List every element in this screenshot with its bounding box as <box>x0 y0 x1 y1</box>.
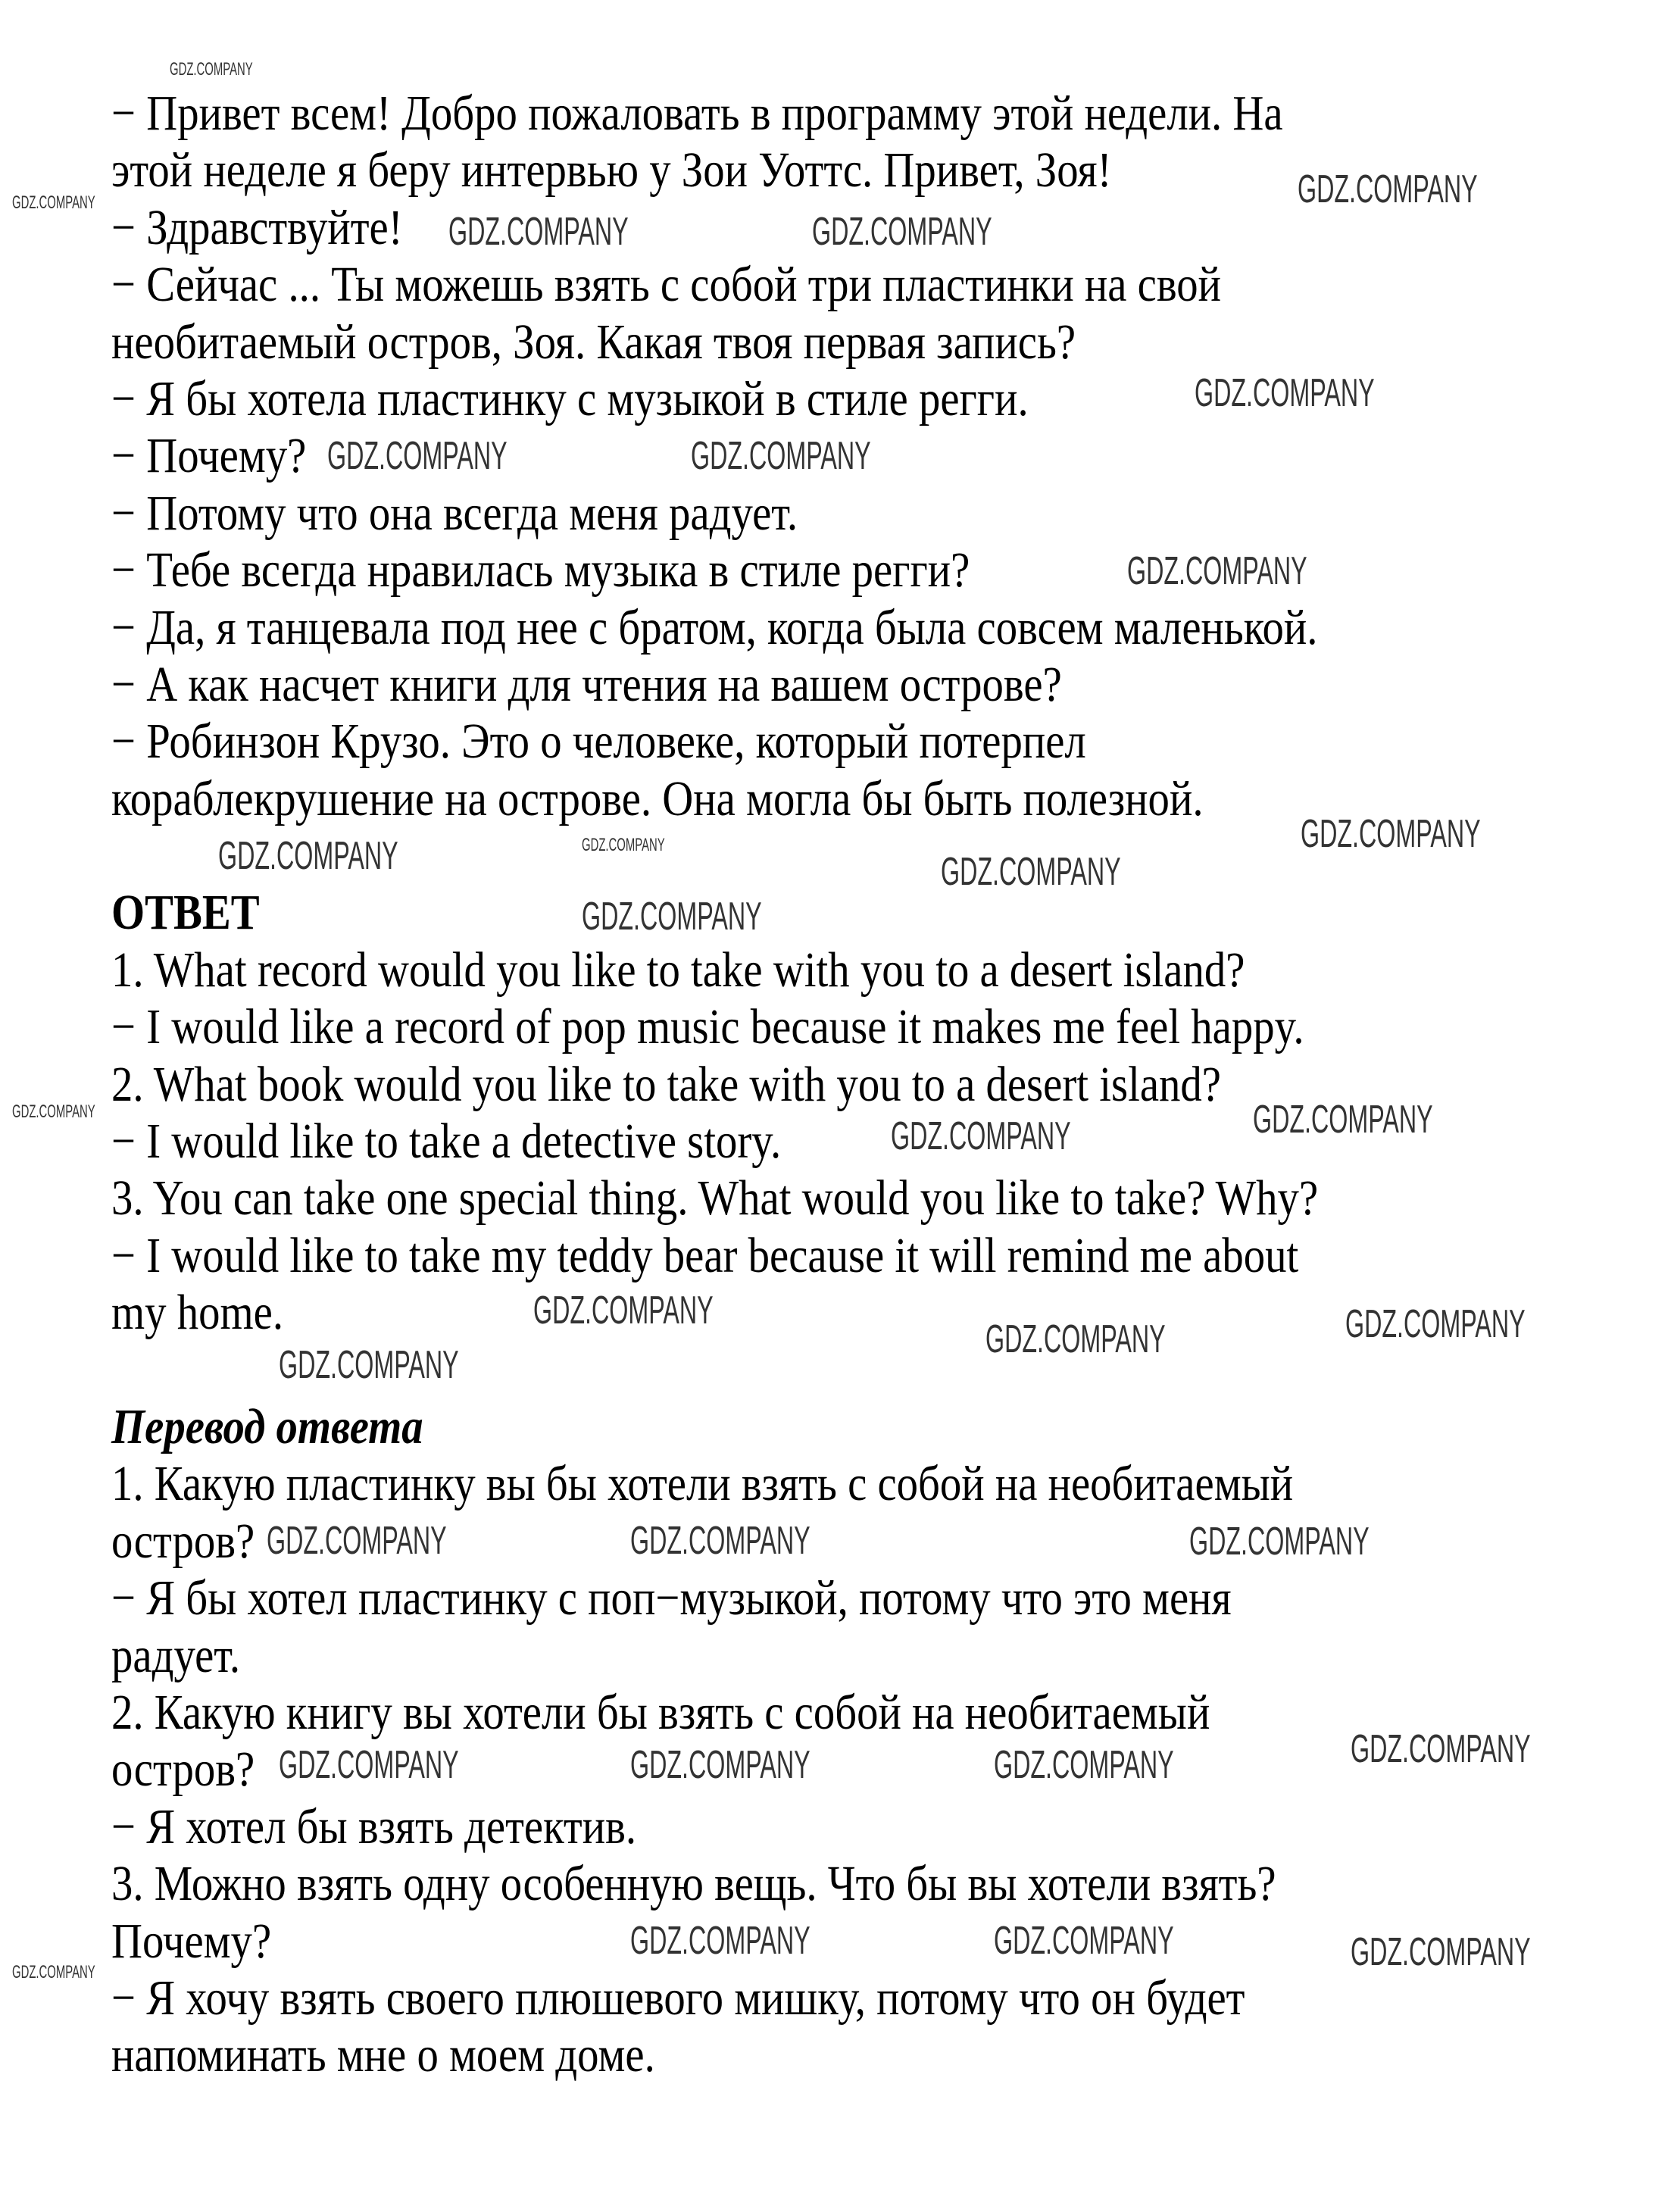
translation-heading-row <box>111 1398 1414 1455</box>
watermark: GDZ.COMPANY <box>1253 1098 1433 1142</box>
text-line-content: − Почему? <box>111 428 307 484</box>
text-line <box>111 942 1414 998</box>
text-line-content: 3. Можно взять одну особенную вещь. Что бы вы хотели взять? <box>111 1856 1276 1912</box>
watermark: GDZ.COMPANY <box>170 59 253 80</box>
text-line <box>111 770 1414 827</box>
text-line-content: − Здравствуйте! <box>111 199 403 255</box>
text-line <box>111 1227 1414 1284</box>
text-line <box>111 1056 1414 1113</box>
text-line-content: − Я бы хотел пластинку с поп−музыкой, потому что это меня <box>111 1570 1232 1626</box>
watermark: GDZ.COMPANY <box>267 1519 447 1563</box>
watermark: GDZ.COMPANY <box>812 210 992 254</box>
watermark: GDZ.COMPANY <box>582 835 665 855</box>
watermark: GDZ.COMPANY <box>941 849 1122 894</box>
text-line <box>111 1170 1414 1226</box>
text-line-content: остров? <box>111 1742 255 1798</box>
text-line <box>111 199 1414 256</box>
text-line <box>111 2026 1414 2083</box>
text-line <box>111 1684 1414 1741</box>
watermark: GDZ.COMPANY <box>985 1317 1166 1362</box>
watermark: GDZ.COMPANY <box>1127 549 1307 593</box>
text-line-content: − Я хочу взять своего плюшевого мишку, потому что он будет <box>111 1970 1245 2026</box>
text-line <box>111 256 1414 313</box>
answer-heading: ОТВЕТ <box>111 885 260 941</box>
watermark: GDZ.COMPANY <box>582 895 762 939</box>
watermark: GDZ.COMPANY <box>1188 1519 1370 1564</box>
text-line <box>111 1455 1414 1512</box>
text-line-content: 3. You can take one special thing. What would you like to take? Why? <box>111 1170 1319 1226</box>
text-line-content: − Тебе всегда нравилась музыка в стиле регги? <box>111 542 970 598</box>
watermark: GDZ.COMPANY <box>12 1962 95 1982</box>
watermark: GDZ.COMPANY <box>12 1101 95 1122</box>
text-line-content: − А как насчет книги для чтения на вашем острове? <box>111 656 1062 712</box>
text-line <box>111 713 1414 770</box>
watermark: GDZ.COMPANY <box>691 434 871 478</box>
watermark: GDZ.COMPANY <box>327 434 508 478</box>
text-line-content: Почему? <box>111 1913 272 1969</box>
watermark: GDZ.COMPANY <box>1350 1726 1531 1771</box>
text-line <box>111 1627 1414 1684</box>
watermark: GDZ.COMPANY <box>1345 1302 1526 1347</box>
text-line-content: этой неделе я беру интервью у Зои Уоттс. Привет, Зоя! <box>111 142 1112 198</box>
text-line-content: радует. <box>111 1627 241 1683</box>
watermark: GDZ.COMPANY <box>630 1519 811 1563</box>
watermark: GDZ.COMPANY <box>891 1114 1071 1159</box>
text-line-content: остров? <box>111 1513 255 1569</box>
text-line <box>111 85 1414 142</box>
text-line-content: 2. Какую книгу вы хотели бы взять с собой на необитаемый <box>111 1684 1210 1740</box>
watermark: GDZ.COMPANY <box>279 1743 459 1787</box>
text-line-content: − Да, я танцевала под нее с братом, когда была совсем маленькой. <box>111 599 1318 655</box>
watermark: GDZ.COMPANY <box>448 210 629 254</box>
text-line <box>111 1284 1414 1341</box>
text-line-content: кораблекрушение на острове. Она могла бы быть полезной. <box>111 770 1204 826</box>
text-line-content: − Привет всем! Добро пожаловать в программу этой недели. На <box>111 86 1283 141</box>
text-line <box>111 998 1414 1055</box>
watermark: GDZ.COMPANY <box>630 1743 811 1787</box>
text-line-content: необитаемый остров, Зоя. Какая твоя первая запись? <box>111 314 1076 370</box>
watermark: GDZ.COMPANY <box>1300 812 1481 857</box>
text-line-content: − I would like a record of pop music because it makes me feel happy. <box>111 999 1304 1055</box>
watermark: GDZ.COMPANY <box>1298 167 1478 212</box>
watermark: GDZ.COMPANY <box>1350 1930 1531 1975</box>
watermark: GDZ.COMPANY <box>533 1289 714 1333</box>
watermark: GDZ.COMPANY <box>279 1343 459 1387</box>
text-line <box>111 656 1414 713</box>
text-line <box>111 599 1414 656</box>
watermark: GDZ.COMPANY <box>994 1919 1174 1963</box>
text-line <box>111 1798 1414 1855</box>
text-line-content: 2. What book would you like to take with you to a desert island? <box>111 1056 1221 1112</box>
text-line-content: напоминать мне о моем доме. <box>111 2027 655 2083</box>
text-line-content: 1. What record would you like to take with you to a desert island? <box>111 942 1245 998</box>
text-line-content: − Потому что она всегда меня радует. <box>111 485 798 541</box>
watermark: GDZ.COMPANY <box>630 1919 811 1963</box>
text-line-content: − I would like to take my teddy bear because it will remind me about <box>111 1227 1299 1283</box>
text-line <box>111 1113 1414 1170</box>
text-line <box>111 485 1414 542</box>
watermark: GDZ.COMPANY <box>218 834 398 878</box>
watermark: GDZ.COMPANY <box>1195 370 1375 415</box>
text-line <box>111 1970 1414 2026</box>
text-line <box>111 314 1414 370</box>
translation-heading: Перевод ответа <box>111 1398 423 1454</box>
text-line-content: − I would like to take a detective story. <box>111 1114 782 1170</box>
text-line-content: my home. <box>111 1285 284 1341</box>
text-line <box>111 1570 1414 1626</box>
text-line <box>111 1855 1414 1912</box>
text-line-content: − Я хотел бы взять детектив. <box>111 1798 637 1854</box>
text-line-content: − Сейчас ... Ты можешь взять с собой три пластинки на свой <box>111 257 1222 313</box>
text-line <box>111 142 1414 198</box>
text-line-content: − Я бы хотела пластинку с музыкой в стиле регги. <box>111 370 1029 426</box>
text-line-content: − Робинзон Крузо. Это о человеке, который потерпел <box>111 714 1086 770</box>
answer-heading-row <box>111 884 1414 941</box>
watermark: GDZ.COMPANY <box>12 192 95 213</box>
text-line-content: 1. Какую пластинку вы бы хотели взять с собой на необитаемый <box>111 1456 1294 1512</box>
watermark: GDZ.COMPANY <box>994 1743 1174 1787</box>
